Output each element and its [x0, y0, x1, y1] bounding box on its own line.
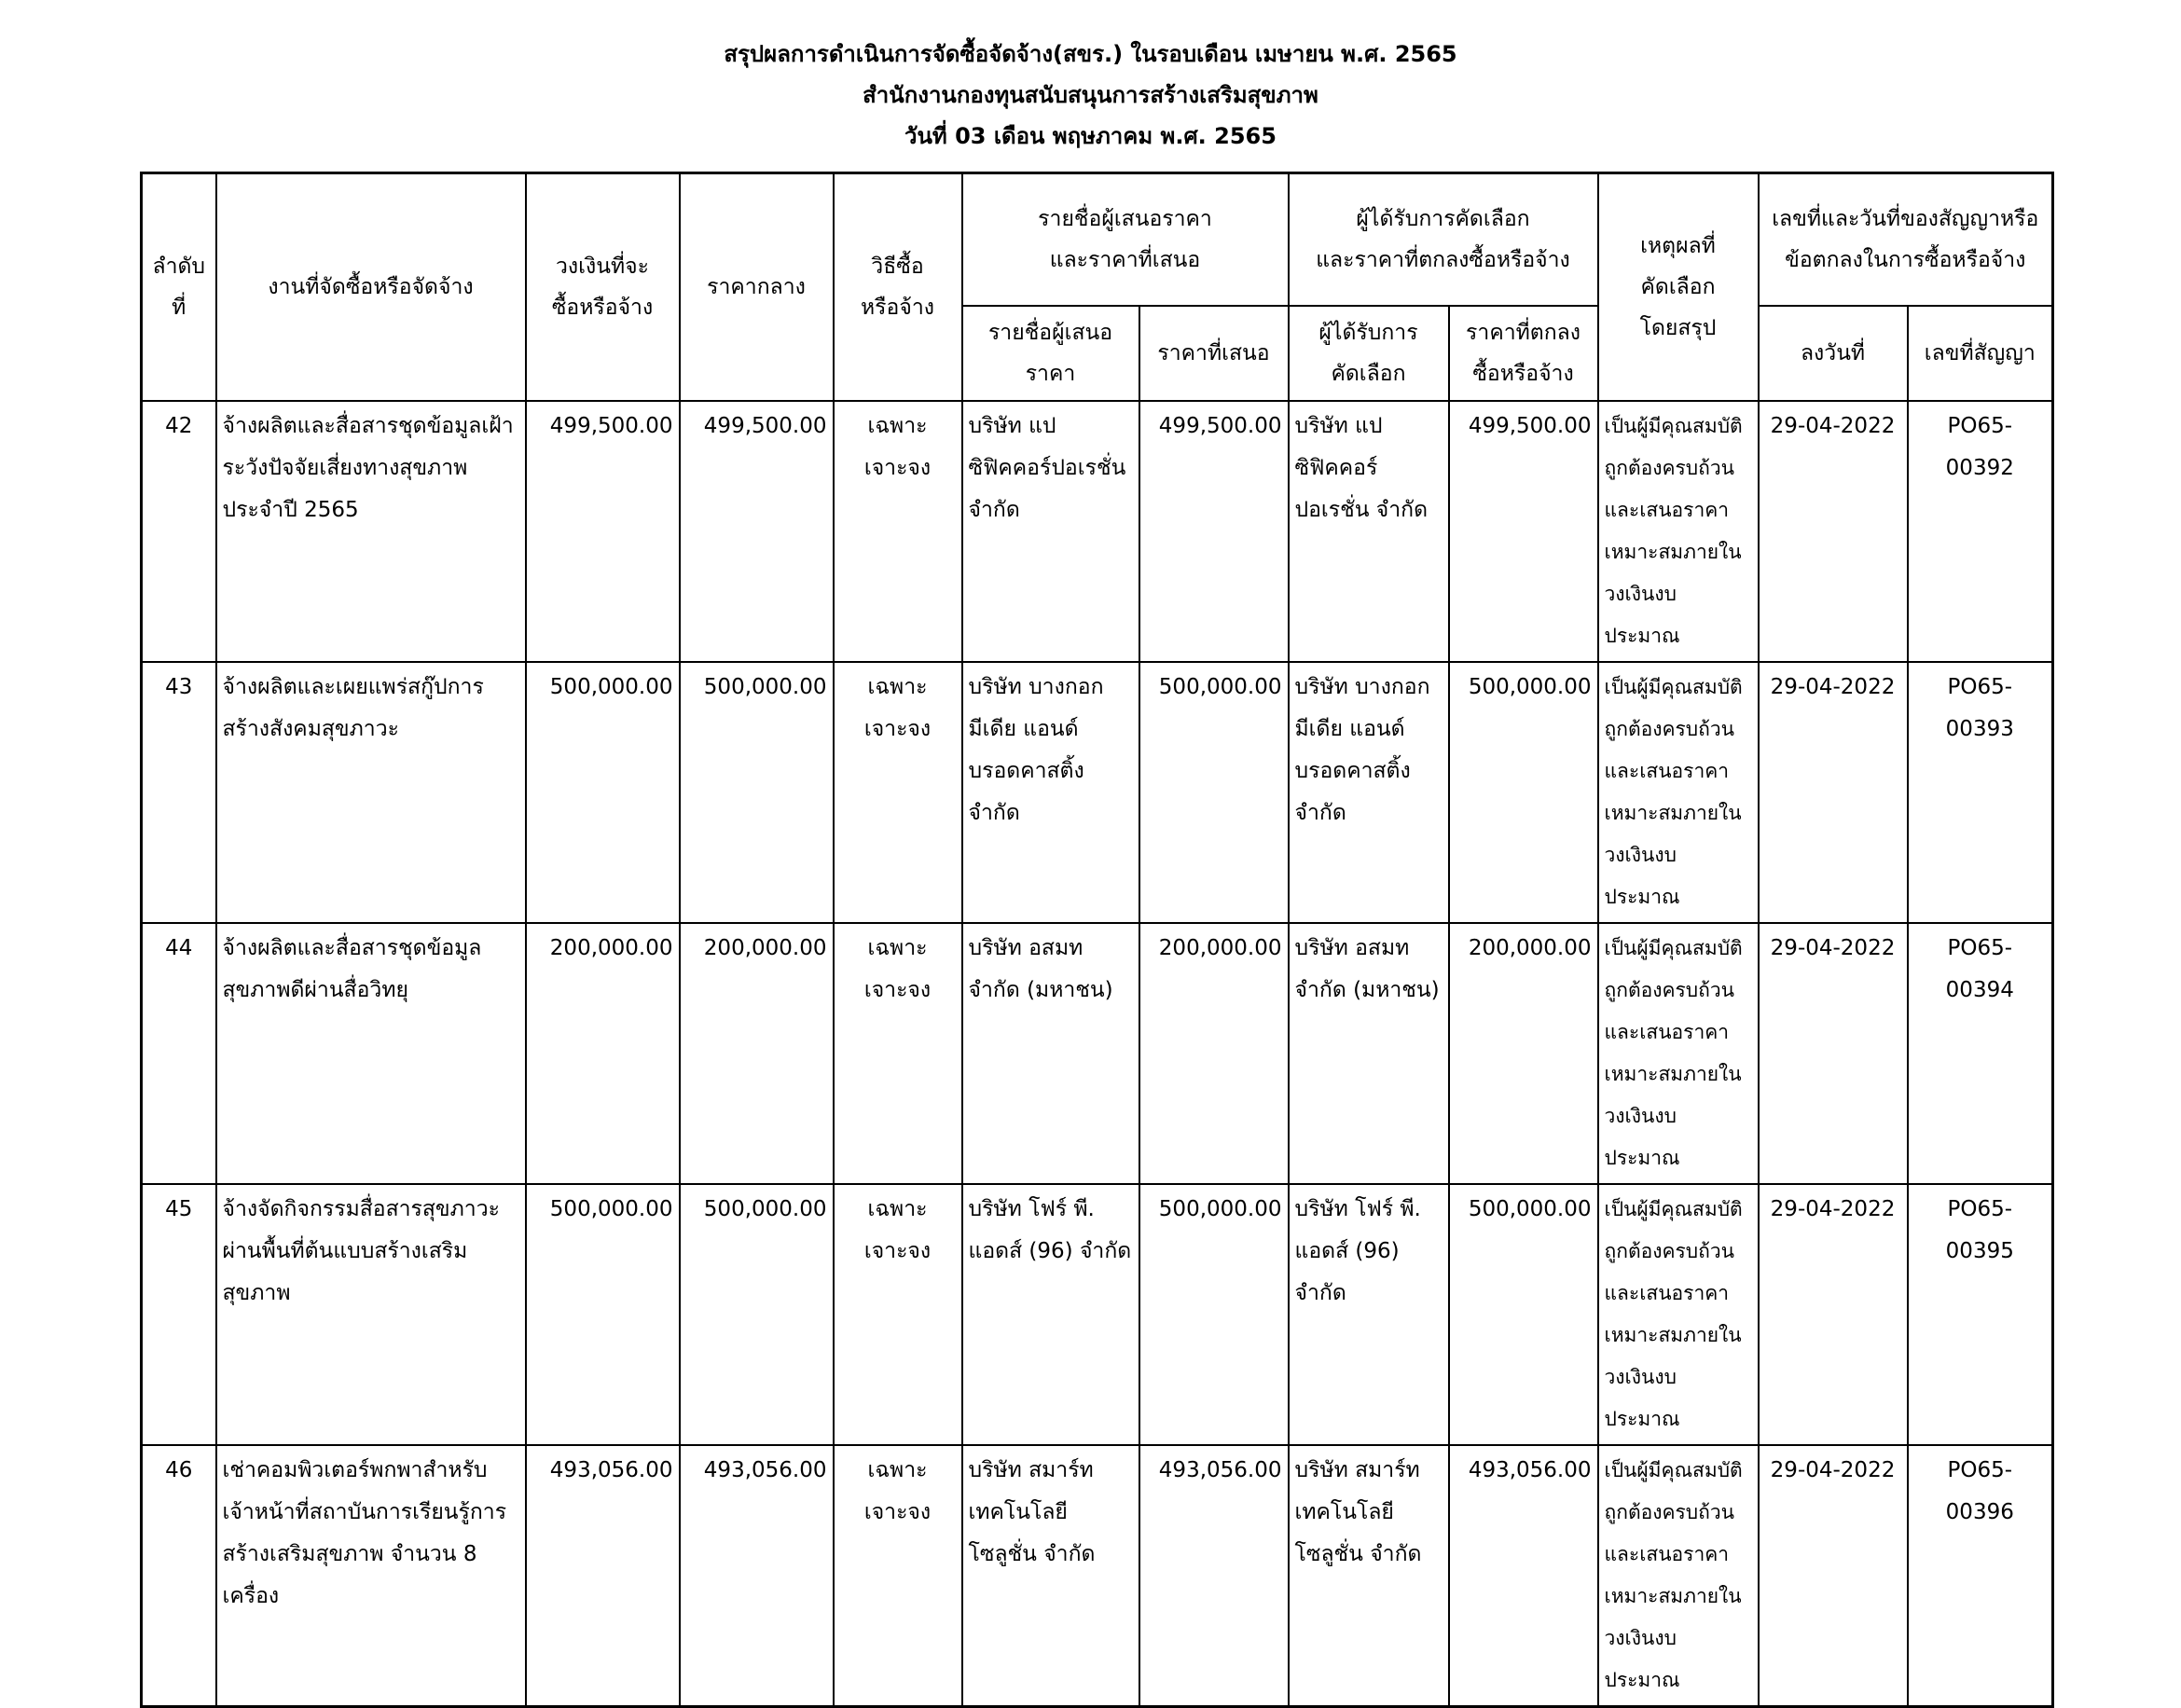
- cell-budget: 499,500.00: [526, 401, 680, 662]
- col-header-contract-date: ลงวันที่: [1759, 306, 1908, 401]
- cell-reason: เป็นผู้มีคุณสมบัติ ถูกต้องครบถ้วน และเสนอราคา เหมาะสมภายใน วงเงินงบประมาณ: [1598, 662, 1759, 923]
- cell-median-price: 500,000.00: [680, 1184, 834, 1445]
- cell-contract-no: PO65-00396: [1908, 1445, 2053, 1707]
- cell-seq: 46: [142, 1445, 216, 1707]
- table-row: [142, 1445, 2053, 1707]
- cell-contract-no: PO65-00394: [1908, 923, 2053, 1184]
- report-title: สรุปผลการดำเนินการจัดซื้อจัดจ้าง(สขร.) ในรอบเดือน เมษายน พ.ศ. 2565: [724, 41, 1457, 67]
- agency-name: สำนักงานกองทุนสนับสนุนการสร้างเสริมสุขภาพ: [863, 82, 1318, 108]
- col-header-contract-no: เลขที่สัญญา: [1908, 306, 2053, 401]
- cell-winner-name: บริษัท แป ซิฟิคคอร์ ปอเรชั่น จำกัด: [1289, 401, 1449, 662]
- cell-bid-price: 493,056.00: [1139, 1445, 1289, 1707]
- cell-contract-date: 29-04-2022: [1759, 401, 1908, 662]
- report-date: วันที่ 03 เดือน พฤษภาคม พ.ศ. 2565: [904, 123, 1277, 149]
- cell-agreed-price: 500,000.00: [1449, 1184, 1598, 1445]
- cell-bidder-name: บริษัท บางกอก มีเดีย แอนด์ บรอดคาสติ้ง จำกัด: [962, 662, 1139, 923]
- col-header-bid-price: ราคาที่เสนอ: [1139, 306, 1289, 401]
- col-header-seq: ลำดับ ที่: [142, 173, 216, 402]
- cell-contract-date: 29-04-2022: [1759, 1184, 1908, 1445]
- cell-method: เฉพาะ เจาะจง: [834, 1184, 962, 1445]
- col-header-method: วิธีซื้อ หรือจ้าง: [834, 173, 962, 402]
- cell-budget: 500,000.00: [526, 662, 680, 923]
- col-header-contract-group: เลขที่และวันที่ของสัญญาหรือ ข้อตกลงในการซื้อหรือจ้าง: [1759, 173, 2053, 307]
- col-header-reason: เหตุผลที่ คัดเลือก โดยสรุป: [1598, 173, 1759, 402]
- cell-winner-name: บริษัท บางกอก มีเดีย แอนด์ บรอดคาสติ้ง จำกัด: [1289, 662, 1449, 923]
- col-header-winner-group: ผู้ได้รับการคัดเลือก และราคาที่ตกลงซื้อหรือจ้าง: [1289, 173, 1598, 307]
- col-header-bidder-name: รายชื่อผู้เสนอ ราคา: [962, 306, 1139, 401]
- cell-method: เฉพาะ เจาะจง: [834, 662, 962, 923]
- col-header-item: งานที่จัดซื้อหรือจัดจ้าง: [216, 173, 526, 402]
- cell-median-price: 499,500.00: [680, 401, 834, 662]
- procurement-table: [140, 172, 2054, 1708]
- cell-winner-name: บริษัท โฟร์ พี. แอดส์ (96) จำกัด: [1289, 1184, 1449, 1445]
- table-row: [142, 401, 2053, 662]
- cell-reason: เป็นผู้มีคุณสมบัติ ถูกต้องครบถ้วน และเสนอราคา เหมาะสมภายใน วงเงินงบประมาณ: [1598, 923, 1759, 1184]
- cell-contract-date: 29-04-2022: [1759, 662, 1908, 923]
- cell-bidder-name: บริษัท แป ซิฟิคคอร์ปอเรชั่น จำกัด: [962, 401, 1139, 662]
- cell-method: เฉพาะ เจาะจง: [834, 401, 962, 662]
- col-header-bidders-group: รายชื่อผู้เสนอราคา และราคาที่เสนอ: [962, 173, 1289, 307]
- table-row: [142, 662, 2053, 923]
- cell-method: เฉพาะ เจาะจง: [834, 923, 962, 1184]
- cell-contract-date: 29-04-2022: [1759, 1445, 1908, 1707]
- col-header-agreed-price: ราคาที่ตกลง ซื้อหรือจ้าง: [1449, 306, 1598, 401]
- cell-reason: เป็นผู้มีคุณสมบัติ ถูกต้องครบถ้วน และเสนอราคา เหมาะสมภายใน วงเงินงบประมาณ: [1598, 401, 1759, 662]
- cell-median-price: 500,000.00: [680, 662, 834, 923]
- cell-item: จ้างผลิตและสื่อสารชุดข้อมูล สุขภาพดีผ่านสื่อวิทยุ: [216, 923, 526, 1184]
- cell-winner-name: บริษัท สมาร์ท เทคโนโลยี โซลูชั่น จำกัด: [1289, 1445, 1449, 1707]
- cell-bid-price: 500,000.00: [1139, 1184, 1289, 1445]
- cell-item: เช่าคอมพิวเตอร์พกพาสำหรับ เจ้าหน้าที่สถาบันการเรียนรู้การ สร้างเสริมสุขภาพ จำนวน 8 เครื่อง: [216, 1445, 526, 1707]
- cell-reason: เป็นผู้มีคุณสมบัติ ถูกต้องครบถ้วน และเสนอราคา เหมาะสมภายใน วงเงินงบประมาณ: [1598, 1184, 1759, 1445]
- cell-seq: 43: [142, 662, 216, 923]
- cell-seq: 44: [142, 923, 216, 1184]
- cell-contract-no: PO65-00393: [1908, 662, 2053, 923]
- cell-budget: 500,000.00: [526, 1184, 680, 1445]
- cell-contract-no: PO65-00392: [1908, 401, 2053, 662]
- cell-bidder-name: บริษัท โฟร์ พี. แอดส์ (96) จำกัด: [962, 1184, 1139, 1445]
- col-header-winner-name: ผู้ได้รับการ คัดเลือก: [1289, 306, 1449, 401]
- cell-median-price: 493,056.00: [680, 1445, 834, 1707]
- cell-seq: 42: [142, 401, 216, 662]
- cell-contract-no: PO65-00395: [1908, 1184, 2053, 1445]
- table-row: [142, 1184, 2053, 1445]
- table-header: [142, 173, 2053, 402]
- cell-winner-name: บริษัท อสมท จำกัด (มหาชน): [1289, 923, 1449, 1184]
- col-header-budget: วงเงินที่จะ ซื้อหรือจ้าง: [526, 173, 680, 402]
- cell-median-price: 200,000.00: [680, 923, 834, 1184]
- cell-agreed-price: 499,500.00: [1449, 401, 1598, 662]
- cell-item: จ้างผลิตและสื่อสารชุดข้อมูลเฝ้า ระวังปัจจัยเสี่ยงทางสุขภาพ ประจำปี 2565: [216, 401, 526, 662]
- cell-bidder-name: บริษัท อสมท จำกัด (มหาชน): [962, 923, 1139, 1184]
- cell-budget: 493,056.00: [526, 1445, 680, 1707]
- cell-item: จ้างจัดกิจกรรมสื่อสารสุขภาวะ ผ่านพื้นที่ต้นแบบสร้างเสริม สุขภาพ: [216, 1184, 526, 1445]
- table-row: [142, 923, 2053, 1184]
- cell-agreed-price: 200,000.00: [1449, 923, 1598, 1184]
- cell-seq: 45: [142, 1184, 216, 1445]
- table-body: [142, 401, 2053, 1707]
- cell-method: เฉพาะ เจาะจง: [834, 1445, 962, 1707]
- cell-bidder-name: บริษัท สมาร์ท เทคโนโลยี โซลูชั่น จำกัด: [962, 1445, 1139, 1707]
- cell-item: จ้างผลิตและเผยแพร่สกู๊ปการ สร้างสังคมสุขภาวะ: [216, 662, 526, 923]
- cell-bid-price: 500,000.00: [1139, 662, 1289, 923]
- cell-agreed-price: 500,000.00: [1449, 662, 1598, 923]
- cell-bid-price: 200,000.00: [1139, 923, 1289, 1184]
- col-header-median-price: ราคากลาง: [680, 173, 834, 402]
- cell-contract-date: 29-04-2022: [1759, 923, 1908, 1184]
- document-header: [0, 34, 2181, 157]
- cell-reason: เป็นผู้มีคุณสมบัติ ถูกต้องครบถ้วน และเสนอราคา เหมาะสมภายใน วงเงินงบประมาณ: [1598, 1445, 1759, 1707]
- cell-agreed-price: 493,056.00: [1449, 1445, 1598, 1707]
- cell-budget: 200,000.00: [526, 923, 680, 1184]
- cell-bid-price: 499,500.00: [1139, 401, 1289, 662]
